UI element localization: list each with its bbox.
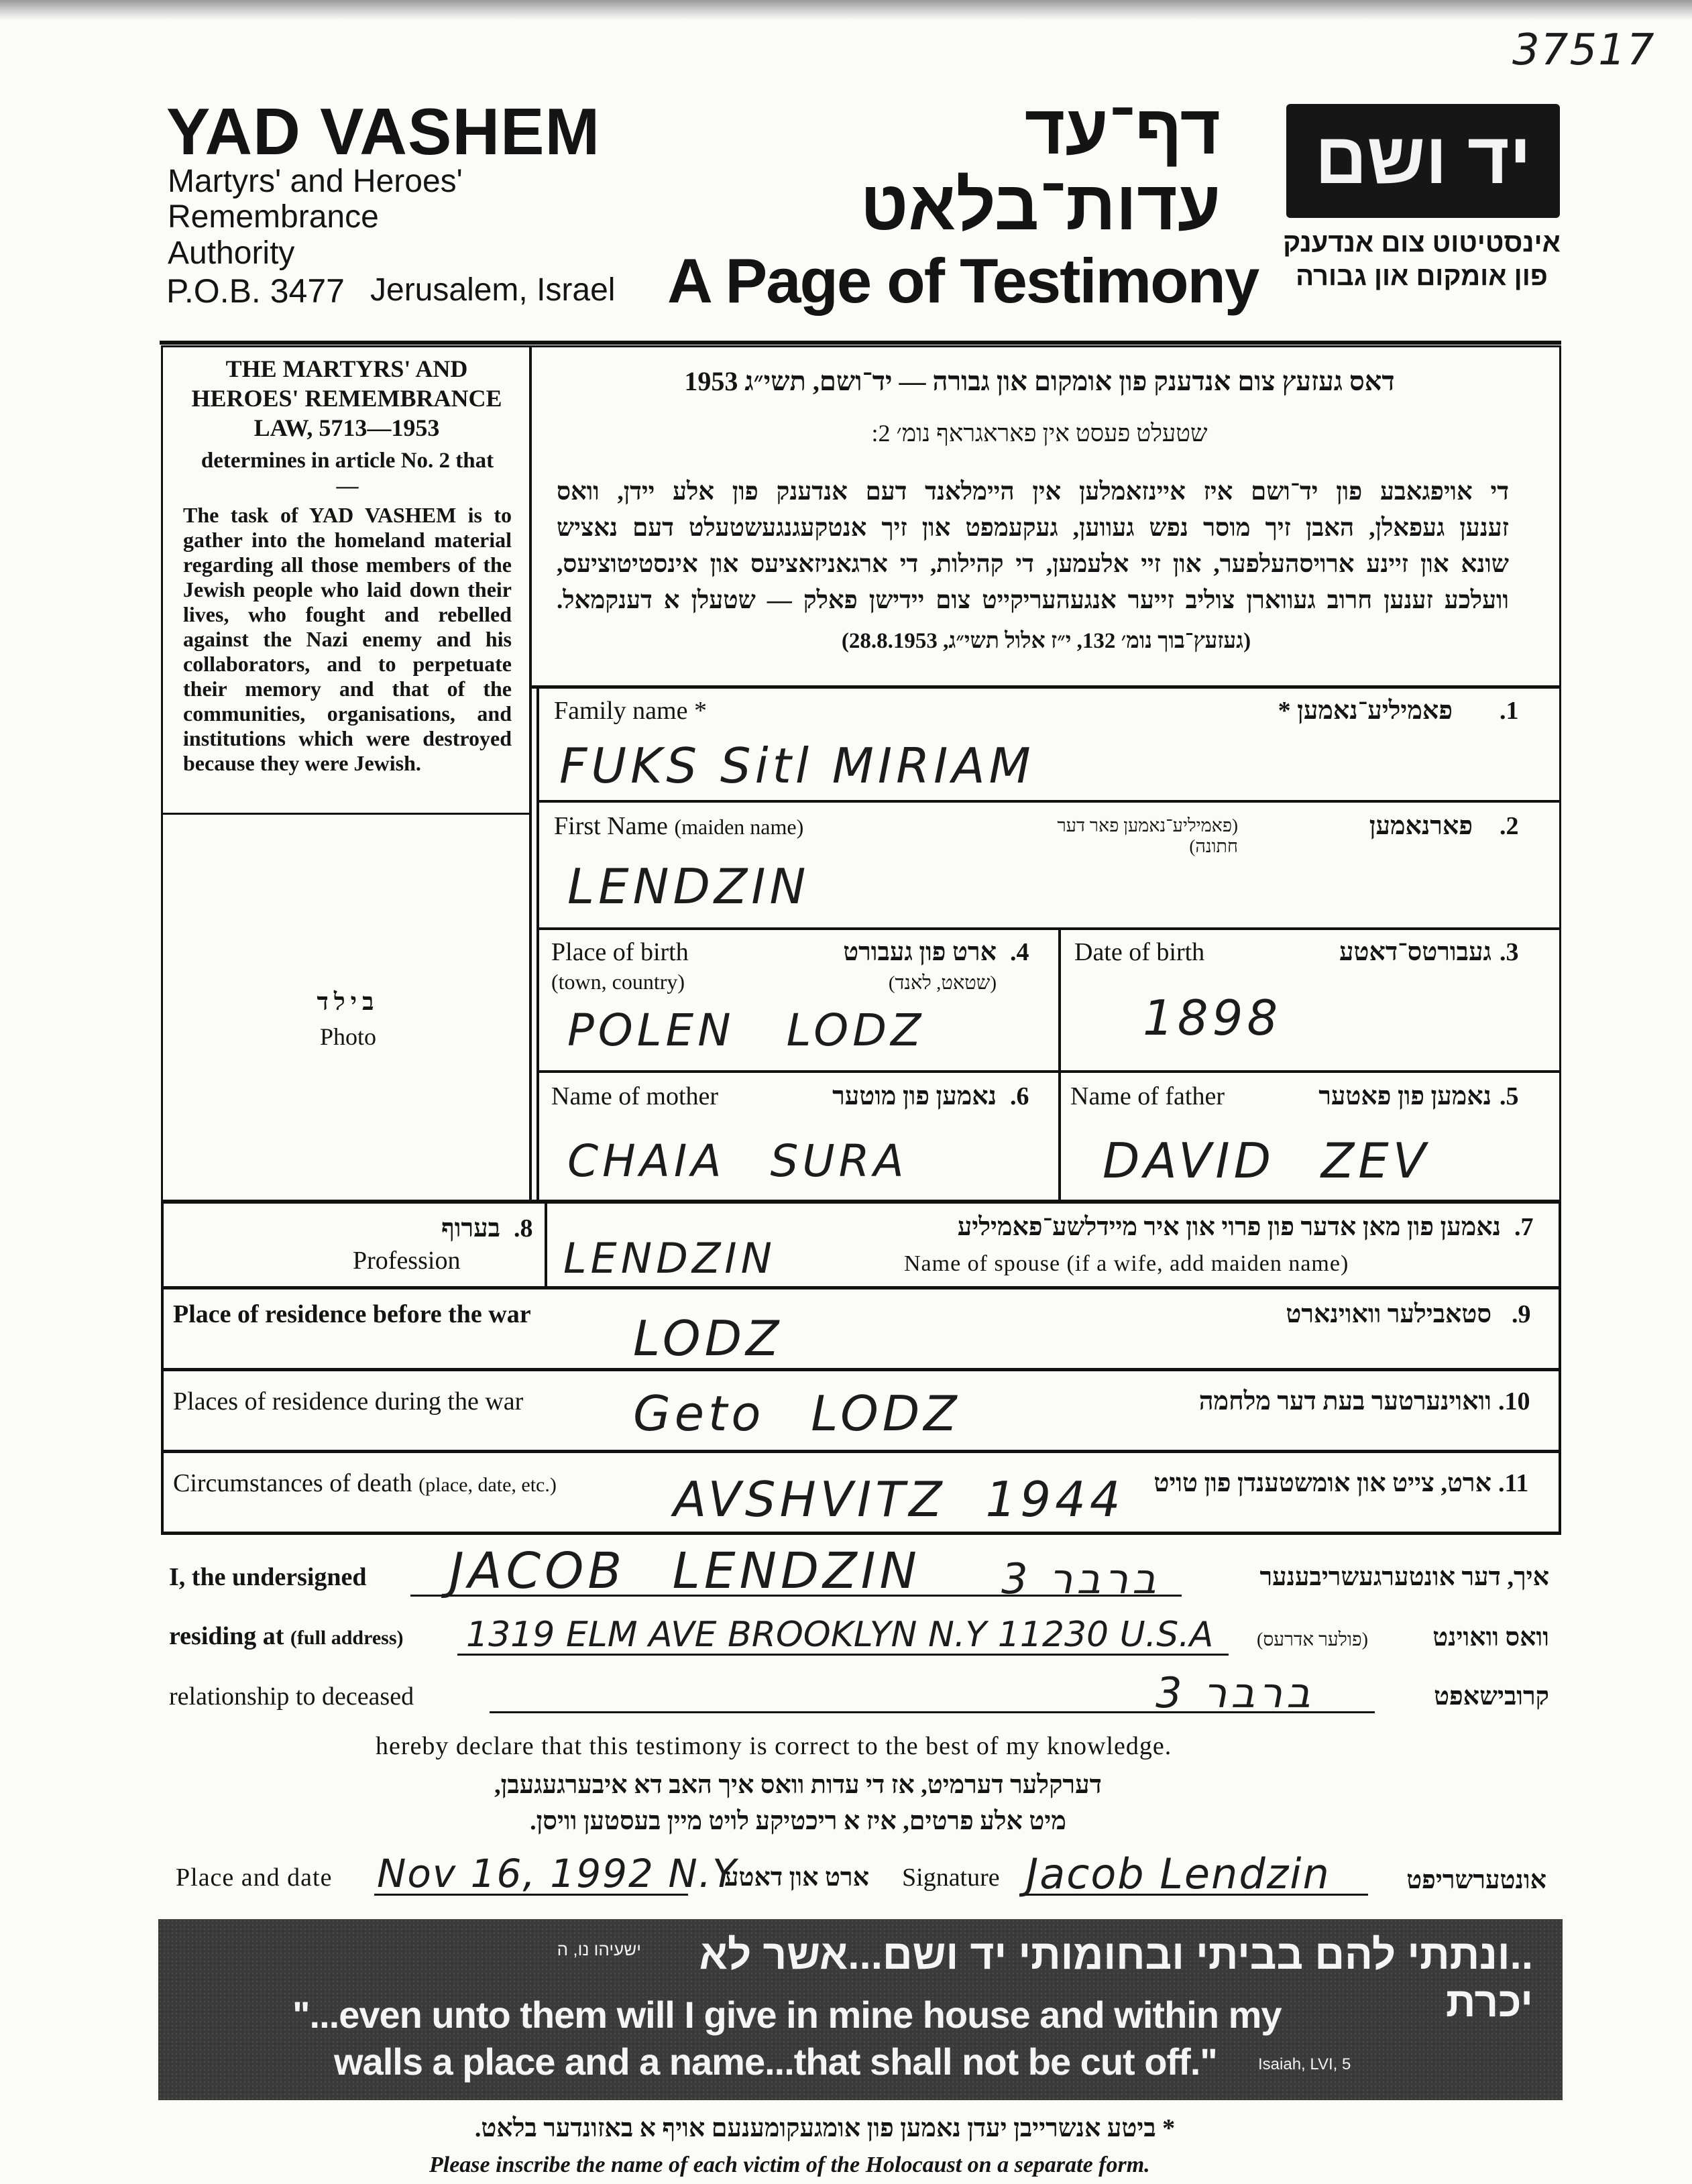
first-name-label (554, 811, 803, 841)
place-date-label: Place and date (176, 1863, 333, 1892)
place-of-birth-note-yi: (שטאט, לאנד) (888, 972, 997, 994)
profession-num: .8 (514, 1214, 533, 1243)
law-box (161, 345, 531, 815)
place-of-birth-field[interactable] (541, 931, 1057, 1069)
date-of-birth-field[interactable] (1062, 931, 1557, 1069)
address-value: 1319 ELM AVE BROOKLYN N.Y 11230 U.S.A (466, 1615, 1214, 1655)
residence-before-num: .9 (1512, 1300, 1531, 1328)
city: Jerusalem, Israel (370, 272, 616, 308)
yiddish-law-line4: וועלכע זענען חרוב געווארן צוליב זייער אנגעהעריקייט צום יידישן פאלק — שטעלן א דענקמאל. (557, 587, 1509, 614)
field-rule-vert (537, 685, 539, 1202)
row11-rule (161, 1532, 1561, 1535)
banner-hebrew-ref: ישעיהו נו, ה (557, 1939, 641, 1959)
father-label-yi: נאמען פון פאטער (1318, 1082, 1491, 1110)
residence-before-label-yi: סטאבילער וואוינארט (1286, 1300, 1491, 1328)
residence-before-label: Place of residence before the war (173, 1300, 531, 1328)
archive-number: 37517 (1512, 25, 1656, 75)
date-of-birth-num: .3 (1500, 938, 1519, 966)
residence-during-label: Places of residence during the war (173, 1387, 524, 1416)
row10-rule-right (1559, 1368, 1561, 1452)
first-name-num: .2 (1500, 812, 1519, 840)
header-rule (160, 341, 1561, 345)
banner-english-1: "...even unto them will I give in mine house and within my (292, 1994, 1282, 2036)
father-label: Name of father (1070, 1082, 1225, 1110)
signature-label: Signature (902, 1863, 1000, 1892)
residence-before-field[interactable] (164, 1290, 1559, 1368)
org-line2: Remembrance (168, 199, 379, 235)
footer-yiddish: * ביטע אנשרייבן יעדן נאמען פון אומגעקומענעם אויף א באזונדער בלאט. (474, 2114, 1176, 2142)
family-name-num: .1 (1500, 697, 1519, 725)
address-label (169, 1621, 404, 1651)
scan-edge (0, 0, 1692, 20)
field-rule-mid (1058, 927, 1061, 1202)
quote-banner (158, 1919, 1563, 2100)
statement-yi-2: מיט אלע פרטים, איז א ריכטיקע לויט מיין בעסטען וויסן. (530, 1807, 1066, 1835)
first-name-label-note: (maiden name) (674, 815, 804, 839)
undersigned-extra: ברבר 3 (1001, 1554, 1160, 1603)
row9-rule-right (1559, 1286, 1561, 1370)
row9-rule-left (161, 1286, 164, 1370)
yiddish-title-2: עדות־בלאט (860, 167, 1221, 245)
residence-during-value: Geto LODZ (633, 1385, 961, 1442)
place-of-birth-label-yi: ארט פון געבורט (843, 938, 997, 966)
death-label-text: Circumstances of death (173, 1469, 412, 1497)
logo-caption-1: אינסטיטוט צום אנדענק (1283, 228, 1561, 257)
profession-label: Profession (353, 1247, 461, 1275)
yiddish-law-line1: די אויפגאבע פון יד־ושם איז איינזאמלען אין היימלאנד דעם אנדענק פון אלע יידן, וואס (557, 478, 1509, 506)
title-en: A Page of Testimony (667, 245, 1259, 316)
org-name: YAD VASHEM (166, 95, 601, 168)
death-label-note: (place, date, etc.) (418, 1474, 557, 1496)
yiddish-law-citation: (געזעץ־בוך נומ׳ 132, י״ז אלול תשי״ג, 28.8.1953) (841, 629, 1251, 653)
death-label-yi: ארט, צייט און אומשטענדן פון טויט (1153, 1469, 1491, 1497)
banner-hebrew: ..ונתתי להם בביתי ובחומותי יד ושם...אשר לא יכרת (699, 1932, 1533, 2026)
place-of-birth-value: POLEN LODZ (567, 1004, 925, 1056)
field-rule-top (531, 685, 1560, 689)
spouse-field[interactable] (549, 1204, 1557, 1285)
address-note-yi: (פולער אדרעס) (1257, 1629, 1368, 1650)
statement-en: hereby declare that this testimony is correct to the best of my knowledge. (376, 1732, 1172, 1760)
yad-vashem-logo (1286, 104, 1560, 218)
family-name-value: FUKS Sitl MIRIAM (559, 738, 1035, 794)
first-name-field[interactable] (541, 803, 1557, 926)
logo-caption-2: פון אומקום און גבורה (1296, 262, 1548, 291)
row7-rule-top (161, 1200, 1561, 1204)
undersigned-label-yi: איך, דער אונטערגעשריבענער (1259, 1563, 1549, 1591)
first-name-value: LENDZIN (567, 858, 810, 915)
spouse-label: Name of spouse (if a wife, add maiden name) (904, 1251, 1349, 1276)
field-rule-3 (537, 1070, 1560, 1073)
row7-rule-right (1559, 1200, 1561, 1289)
undersigned-value: JACOB LENDZIN (449, 1542, 921, 1600)
address-label-text: residing at (169, 1622, 284, 1650)
row11-rule-left (161, 1450, 164, 1534)
relationship-label: relationship to deceased (169, 1682, 414, 1711)
law-subheading: determines in article No. 2 that — (201, 449, 494, 498)
law-heading: THE MARTYRS' AND HEROES' REMEMBRANCE LAW, 5713—1953 (191, 355, 502, 441)
first-name-label-yi: פארנאמען (1369, 812, 1473, 840)
residence-during-field[interactable] (164, 1372, 1559, 1450)
mother-value: CHAIA SURA (567, 1135, 908, 1187)
spouse-label-yi: נאמען פון מאן אדער פון פרוי און איר מיידלשע־פאמיליע (957, 1213, 1501, 1241)
row7-rule-bottom (161, 1286, 1561, 1289)
yiddish-title-1: דף־עד (1024, 91, 1221, 169)
death-num: .11 (1498, 1469, 1529, 1497)
field-rule-2 (537, 927, 1560, 930)
date-of-birth-value: 1898 (1143, 990, 1282, 1046)
signature-value: Jacob Lendzin (1026, 1849, 1331, 1898)
footer-english: Please inscribe the name of each victim of the Holocaust on a separate form. (429, 2152, 1150, 2177)
profession-field[interactable] (165, 1204, 543, 1285)
banner-english-2: walls a place and a name...that shall not be cut off." (334, 2041, 1217, 2083)
row10-rule-left (161, 1368, 164, 1452)
banner-english-ref: Isaiah, LVI, 5 (1258, 2055, 1351, 2073)
photo-label-en: Photo (319, 1023, 377, 1050)
date-of-birth-label: Date of birth (1074, 938, 1205, 966)
row11-rule-right (1559, 1450, 1561, 1534)
spouse-num: .7 (1514, 1213, 1534, 1241)
family-name-label: Family name * (554, 697, 707, 725)
spouse-value: LENDZIN (563, 1234, 776, 1283)
field-rule-1 (537, 800, 1560, 803)
row7-rule-mid (545, 1200, 547, 1289)
father-field[interactable] (1062, 1074, 1557, 1201)
first-name-label-yi-note: (פאמיליע־נאמען פאר דער חתונה) (1057, 815, 1238, 856)
death-value: AVSHVITZ 1944 (673, 1471, 1125, 1528)
residence-during-num: .10 (1498, 1387, 1530, 1416)
date-of-birth-label-yi: געבורטס־דאטע (1339, 938, 1491, 966)
yiddish-law-subtitle: שטעלט פעסט אין פאראגראף נומ׳ 2: (871, 420, 1208, 447)
residence-during-label-yi: וואוינערטער בעת דער מלחמה (1198, 1387, 1491, 1416)
undersigned-label: I, the undersigned (169, 1563, 367, 1591)
row10-rule (161, 1450, 1561, 1453)
photo-label-yi: בילד (317, 988, 380, 1015)
first-name-label-text: First Name (554, 812, 668, 840)
relationship-value: ברבר 3 (1155, 1668, 1314, 1717)
family-name-field[interactable] (541, 689, 1557, 799)
address-label-note: (full address) (290, 1627, 404, 1649)
profession-label-yi: בערוף (441, 1214, 500, 1243)
place-date-label-yi: ארט און דאטע (724, 1863, 869, 1892)
place-date-value: Nov 16, 1992 N.Y (377, 1851, 738, 1896)
mother-label-yi: נאמען פון מוטער (832, 1082, 997, 1110)
place-of-birth-note: (town, country) (551, 970, 685, 994)
relationship-label-yi: קרובישאפט (1434, 1682, 1549, 1711)
death-field[interactable] (164, 1454, 1559, 1532)
mother-label: Name of mother (551, 1082, 719, 1110)
statement-yi-1: דערקלער דערמיט, אז די עדות וואס איך האב דא איבערגעגעבן, (494, 1771, 1102, 1799)
place-of-birth-label: Place of birth (551, 938, 689, 966)
family-name-label-yi: פאמיליע־נאמען * (1278, 697, 1453, 725)
law-body: The task of YAD VASHEM is to gather into the homeland material regarding all those members of the Jewish people who laid down their lives, who fought and rebelled against the Nazi enemy and his collaborators, and to perpetuate their memory and that of the communities, organisations, and institutions which were destroyed because they were Jewish. (183, 503, 512, 775)
row9-rule (161, 1368, 1561, 1371)
row7-rule-left (161, 1200, 164, 1289)
residence-before-value: LODZ (633, 1310, 783, 1367)
pob: P.O.B. 3477 (166, 272, 345, 310)
death-label (173, 1469, 557, 1498)
yiddish-law-line3: שונא און זיינע ארויסהעלפער, און זיי אלעמען, די קהילות, די ארגאניזאציעס און אינסטיטוציעס, (557, 551, 1509, 578)
org-line1: Martyrs' and Heroes' (168, 164, 463, 199)
place-of-birth-num: .4 (1010, 938, 1029, 966)
yiddish-law-line2: זענען געפאלן, האבן זיך מוסר נפש געווען, געקעמפט און זיך אנטקעגנגעשטעלט דעם נאציש (557, 514, 1509, 542)
org-line3: Authority (168, 235, 295, 271)
father-value: DAVID ZEV (1103, 1133, 1430, 1189)
address-label-yi: וואס וואוינט (1432, 1623, 1549, 1652)
signature-label-yi: אונטערשריפט (1406, 1866, 1546, 1894)
yiddish-law-title: דאס געזעץ צום אנדענק פון אומקום און גבורה — יד־ושם, תשי״ג 1953 (684, 366, 1395, 396)
mother-field[interactable] (541, 1074, 1057, 1201)
logo-text: יד ושם (1314, 117, 1532, 198)
father-num: .5 (1500, 1082, 1519, 1110)
mother-num: .6 (1010, 1082, 1029, 1110)
photo-box[interactable] (161, 813, 531, 1202)
